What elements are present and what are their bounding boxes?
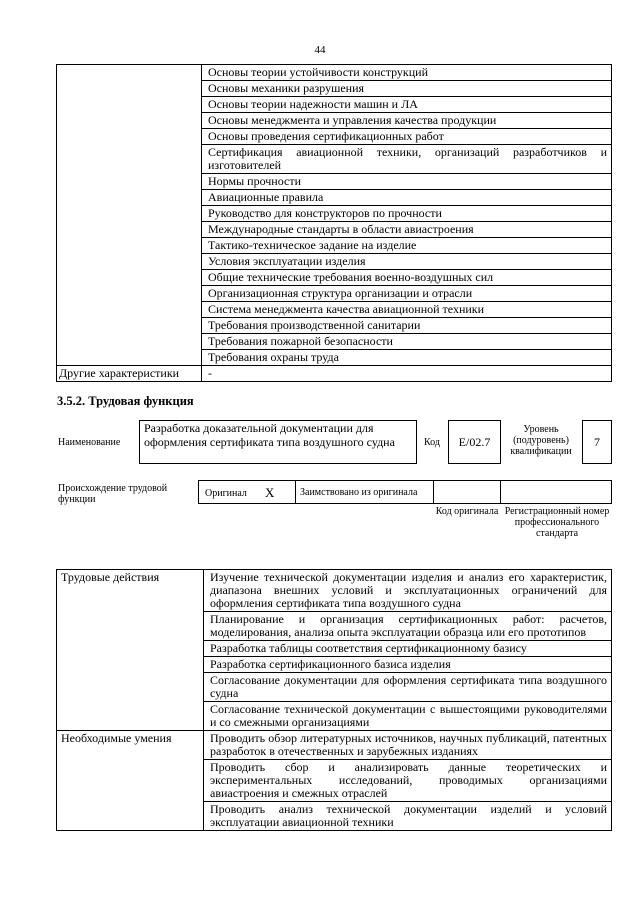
table-cell: Проводить обзор литературных источников, научных публикаций, патентных разработок в отечественных и зарубежных изданиях bbox=[204, 731, 612, 760]
original-box bbox=[198, 480, 296, 504]
skills-label: Необходимые умения bbox=[57, 731, 204, 831]
category-cell bbox=[57, 65, 202, 366]
original-code-caption: Код оригинала bbox=[435, 506, 499, 517]
function-name-box bbox=[139, 420, 417, 464]
table-cell: Изучение технической документации изделия и анализ его характеристик, диапазона внешних условий и эксплуатационных ограничений для оформления сертификата типа воздушного судна bbox=[204, 570, 612, 612]
table-cell: Основы менеджмента и управления качества продукции bbox=[202, 113, 612, 129]
code-label: Код bbox=[424, 437, 440, 448]
table-cell: Основы проведения сертификационных работ bbox=[202, 129, 612, 145]
table-cell: Основы теории надежности машин и ЛА bbox=[202, 97, 612, 113]
table-cell: Общие технические требования военно-воздушных сил bbox=[202, 270, 612, 286]
table-cell: Тактико-техническое задание на изделие bbox=[202, 238, 612, 254]
table-cell: Авиационные правила bbox=[202, 190, 612, 206]
page-number: 44 bbox=[314, 44, 326, 56]
table-cell: Разработка сертификационного базиса изделия bbox=[204, 657, 612, 673]
code-value: E/02.7 bbox=[458, 434, 491, 449]
code-box bbox=[448, 420, 501, 464]
table-row bbox=[57, 570, 612, 612]
origin-label: Происхождение трудовой функции bbox=[58, 483, 168, 505]
table-cell: Основы теории устойчивости конструкций bbox=[202, 65, 612, 81]
knowledge-table bbox=[56, 64, 612, 382]
table-cell: Международные стандарты в области авиастроения bbox=[202, 222, 612, 238]
original-mark: X bbox=[265, 485, 275, 500]
original-label: Оригинал bbox=[205, 488, 247, 499]
table-cell: Система менеджмента качества авиационной техники bbox=[202, 302, 612, 318]
borrowed-box bbox=[295, 480, 434, 504]
reg-number-box bbox=[500, 480, 612, 504]
other-characteristics-value: - bbox=[202, 366, 612, 382]
section-title: 3.5.2. Трудовая функция bbox=[57, 394, 194, 408]
table-cell: Согласование технической документации с вышестоящими руководителями и со смежными организациями bbox=[204, 702, 612, 731]
table-row bbox=[57, 731, 612, 760]
table-cell: Основы механики разрушения bbox=[202, 81, 612, 97]
other-characteristics-label: Другие характеристики bbox=[57, 366, 202, 382]
labor-table bbox=[56, 569, 612, 831]
table-cell: Требования производственной санитарии bbox=[202, 318, 612, 334]
table-cell: Руководство для конструкторов по прочности bbox=[202, 206, 612, 222]
table-row bbox=[57, 366, 612, 382]
name-label: Наименование bbox=[58, 437, 121, 448]
level-value: 7 bbox=[594, 434, 600, 449]
borrowed-label: Заимствовано из оригинала bbox=[300, 487, 418, 498]
table-cell: Проводить анализ технической документации изделий и условий эксплуатации авиационной техники bbox=[204, 802, 612, 831]
table-cell: Сертификация авиационной техники, организаций разработчиков и изготовителей bbox=[202, 145, 612, 174]
labor-actions-label: Трудовые действия bbox=[57, 570, 204, 731]
original-code-box bbox=[433, 480, 501, 504]
function-name: Разработка доказательной документации для оформления сертификата типа воздушного судна bbox=[144, 421, 395, 449]
table-row bbox=[57, 65, 612, 81]
table-cell: Разработка таблицы соответствия сертификационному базису bbox=[204, 641, 612, 657]
level-box bbox=[582, 420, 612, 464]
table-cell: Условия эксплуатации изделия bbox=[202, 254, 612, 270]
table-cell: Организационная структура организации и отрасли bbox=[202, 286, 612, 302]
table-cell: Требования пожарной безопасности bbox=[202, 334, 612, 350]
table-cell: Нормы прочности bbox=[202, 174, 612, 190]
table-cell: Требования охраны труда bbox=[202, 350, 612, 366]
level-label: Уровень (подуровень) квалификации bbox=[510, 424, 572, 457]
table-cell: Согласование документации для оформления сертификата типа воздушного судна bbox=[204, 673, 612, 702]
reg-number-caption: Регистрационный номер профессионального стандарта bbox=[504, 506, 610, 539]
table-cell: Планирование и организация сертификационных работ: расчетов, моделирования, анализа опыта эксплуатации образца или его прототипов bbox=[204, 612, 612, 641]
table-cell: Проводить сбор и анализировать данные теоретических и экспериментальных исследований, проводимых организациями авиастроения и смежных отраслей bbox=[204, 760, 612, 802]
